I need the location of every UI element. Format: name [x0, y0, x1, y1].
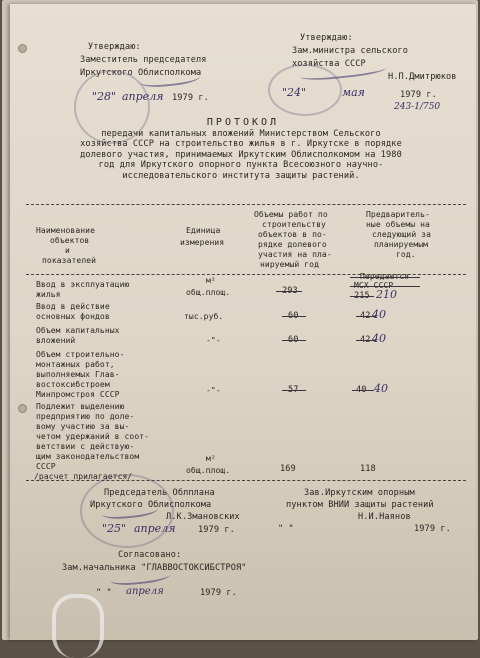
header-name-line: Наименование: [36, 226, 95, 235]
strikethrough: [350, 296, 374, 297]
punch-hole-top: [18, 44, 27, 53]
row-name-line: щим законодательством: [36, 452, 140, 461]
approval-right-organization: хозяйства СССР: [292, 59, 366, 69]
signature-left-day: "25": [102, 522, 127, 535]
paper-clip: [52, 594, 104, 658]
row-next-note: МСХ СССР: [354, 281, 394, 290]
header-name-line: объектов: [50, 236, 90, 245]
header-plan-line: строительству: [262, 220, 326, 229]
approval-right-day: "24": [282, 86, 307, 99]
header-next-line: планируемым: [374, 240, 429, 249]
strikethrough: [282, 340, 306, 341]
row-name-line: Подлежит выделению: [36, 402, 125, 411]
row-next-new-value: 210: [376, 288, 397, 301]
approval-right-signatory: Н.П.Дмитрюков: [388, 72, 457, 82]
row-plan-value: 293: [282, 286, 298, 296]
header-plan-line: объектов в по-: [258, 230, 327, 239]
header-unit-line: измерения: [180, 238, 225, 247]
strikethrough: [352, 390, 374, 391]
approval-left-heading: Утверждаю:: [88, 42, 141, 52]
signature-left-month: апреля: [134, 522, 176, 535]
row-unit-line: общ.площ.: [186, 466, 231, 475]
row-name-line: ветствии с действую-: [36, 442, 135, 451]
row-unit-line: м²: [206, 454, 216, 463]
row-name-line: жилья: [36, 290, 61, 299]
header-plan-line: участия на пла-: [258, 250, 332, 259]
approval-right-heading: Утверждаю:: [300, 33, 353, 43]
row-unit-line: м²: [206, 276, 216, 285]
signature-left-organization: Иркутского Облисполкома: [90, 500, 212, 510]
row-unit-line: общ.площ.: [186, 288, 231, 297]
signature-right-day: " ": [278, 524, 294, 534]
row-plan-value: 60: [288, 311, 299, 321]
row-name-line: востоксибстроем: [36, 380, 110, 389]
header-plan-line: нируемый год: [260, 260, 319, 269]
agreement-label: Согласовано:: [118, 550, 182, 560]
row-name-line: Ввод в действие: [36, 302, 110, 311]
row-plan-value: 169: [280, 464, 296, 474]
signature-right-position: Зав.Иркутским опорным: [304, 488, 415, 498]
agreement-year: 1979 г.: [200, 588, 237, 598]
row-unit-line: -"-: [206, 386, 221, 395]
punch-hole-bottom: [18, 404, 27, 413]
signature-left-position: Председатель Облплана: [104, 488, 215, 498]
strikethrough: [282, 390, 306, 391]
approval-left-organization: Иркутского Облисполкома: [80, 68, 202, 78]
row-name-line: Ввод в эксплуатацию: [36, 280, 130, 289]
row-name-line: выполняемых Глав-: [36, 370, 120, 379]
approval-left-position: Заместитель председателя: [80, 55, 207, 65]
approval-right-position: Зам.министра сельского: [292, 46, 409, 56]
header-next-line: ные объемы на: [366, 220, 430, 229]
row-name-line: предприятию по доле-: [36, 412, 135, 421]
row-next-note: Передается: [360, 272, 410, 281]
row-name-line: Объем строительно-: [36, 350, 125, 359]
signature-right-year: 1979 г.: [414, 524, 451, 534]
row-name-line: СССР: [36, 462, 56, 471]
row-next-new-value: 40: [374, 382, 388, 395]
row-name-line: четом удержаний в соот-: [36, 432, 150, 441]
row-next-old-value: 42: [360, 335, 371, 345]
signature-right-organization: пунктом ВНИИ защиты растений: [286, 500, 434, 510]
row-next-old-value: 215: [354, 291, 370, 301]
row-next-old-value: 42: [360, 311, 371, 321]
row-name-line: вложений: [36, 336, 76, 345]
table-top-rule: [26, 204, 466, 205]
row-name-line: монтажных работ,: [36, 360, 115, 369]
row-next-value: 118: [360, 464, 376, 474]
signature-left-year: 1979 г.: [198, 525, 235, 535]
signature-right-name: Н.И.Наянов: [358, 512, 411, 522]
approval-left-year: 1979 г.: [172, 93, 209, 103]
approval-right-month: мая: [342, 86, 365, 99]
row-plan-value: 60: [288, 335, 299, 345]
registration-number: 243-1/750: [394, 102, 441, 112]
header-next-line: год.: [396, 250, 416, 259]
document-subtitle: передачи капитальных вложений Министерством Сельского хозяйства СССР на строительство жилья в г. Иркутске в порядке долевого участия, принимаемых Иркутским Облисполкомом на 1980 год для Иркутского опорного пункта Всесоюзного научно-исследовательского института защиты растений.: [80, 129, 402, 181]
row-next-old-value: 40: [356, 385, 367, 395]
row-next-new-value: 40: [372, 332, 386, 345]
row-plan-value: 57: [288, 385, 299, 395]
header-unit-line: Единица: [186, 226, 221, 235]
approval-left-day: "28": [92, 90, 117, 103]
row-name-line: Объем капитальных: [36, 326, 120, 335]
strikethrough: [350, 286, 420, 287]
header-plan-line: рядке долевого: [258, 240, 327, 249]
row-name-line: основных фондов: [36, 312, 110, 321]
row-next-new-value: 40: [372, 308, 386, 321]
approval-right-year: 1979 г.: [400, 90, 437, 100]
header-name-line: и: [65, 246, 70, 255]
table-bottom-rule: [26, 480, 466, 481]
strikethrough: [276, 291, 302, 292]
signature-left-name: Л.К.Змановских: [166, 512, 240, 522]
row-name-line: /расчет прилагается/: [34, 472, 133, 481]
approval-left-month: апреля: [122, 90, 164, 103]
document-page: [10, 4, 476, 640]
row-unit-line: тыс.руб.: [184, 312, 224, 321]
agreement-day: " ": [96, 588, 112, 598]
strikethrough: [350, 277, 420, 278]
agreement-month: апреля: [126, 586, 164, 597]
header-next-line: следующий за: [372, 230, 431, 239]
strikethrough: [282, 316, 306, 317]
row-name-line: Минпромстроя СССР: [36, 390, 120, 399]
row-unit-line: -"-: [206, 336, 221, 345]
agreement-position: Зам.начальника "ГЛАВВОСТОКСИБСТРОЯ": [62, 563, 247, 573]
header-name-line: показателей: [42, 256, 97, 265]
header-plan-line: Объемы работ по: [254, 210, 328, 219]
row-name-line: вому участию за вы-: [36, 422, 130, 431]
document-title: ПРОТОКОЛ: [206, 117, 280, 128]
header-next-line: Предваритель-: [366, 210, 430, 219]
